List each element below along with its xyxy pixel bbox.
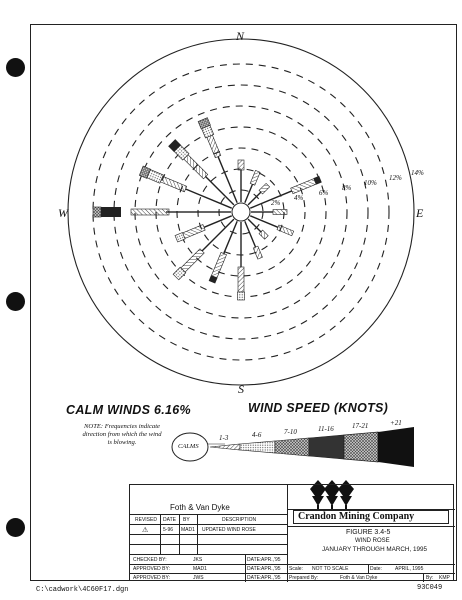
center-circle: [232, 203, 250, 221]
date-1: APR.,'95: [261, 557, 281, 563]
calms-label: CALMS: [178, 443, 199, 450]
figure-title: WIND ROSE: [355, 538, 390, 544]
ring-label-8: 8%: [342, 184, 352, 192]
ring-label-10: 10%: [364, 179, 377, 187]
by-value: KMP: [439, 575, 450, 581]
prepared-by-label: Prepared By:: [289, 575, 319, 581]
checked-by: JKS: [193, 557, 203, 563]
revision-date: 5-96: [163, 527, 174, 533]
figure-subtitle: JANUARY THROUGH MARCH, 1995: [322, 546, 427, 553]
by-label: By:: [426, 575, 434, 581]
date-label-1: DATE:: [247, 557, 262, 563]
approved-by-label-2: APPROVED BY:: [133, 575, 170, 581]
file-path: C:\cadwork\4C60F17.dgn: [36, 586, 129, 594]
approved-by-label-1: APPROVED BY:: [133, 566, 170, 572]
speed-label-4-6: 4-6: [252, 431, 262, 439]
compass-east: E: [416, 206, 424, 220]
speed-label-17-21: 17-21: [352, 422, 369, 430]
drawing-number: 93C049: [417, 584, 443, 592]
ring-label-6: 6%: [319, 189, 329, 197]
ring-label-14: 14%: [411, 169, 424, 177]
petal-N: [238, 160, 244, 202]
petal-NE: [246, 183, 269, 206]
speed-label-7-10: 7-10: [284, 428, 297, 436]
revision-by: MAD1: [181, 527, 195, 533]
ring-label-12: 12%: [389, 174, 402, 182]
col-date: DATE: [163, 517, 176, 523]
petal-NNE: [243, 170, 261, 203]
compass-west: W: [58, 206, 68, 220]
compass-south: S: [238, 382, 244, 396]
class-7-10: [275, 438, 309, 456]
compass-north: N: [236, 29, 245, 43]
scale-label: Scale:: [289, 566, 303, 572]
petal-ESE: [249, 214, 293, 236]
speed-label-1-3: 1-3: [219, 434, 229, 442]
date-3: APR.,'95: [261, 575, 281, 581]
title-block: [129, 484, 454, 581]
scale-value: NOT TO SCALE: [312, 566, 349, 572]
speed-label-21-plus: +21: [390, 419, 402, 427]
approved-by-2: JWS: [193, 575, 204, 581]
petal-SE: [246, 217, 268, 239]
petal-WSW: [175, 213, 233, 242]
date-label-3: DATE:: [247, 575, 262, 581]
company-name: Crandon Mining Company: [298, 511, 415, 522]
petal-W: [93, 207, 231, 217]
approved-by-1: MAD1: [193, 566, 207, 572]
petal-SW: [173, 216, 237, 280]
speed-label-11-16: 11-16: [318, 425, 334, 433]
class-21-plus: [378, 427, 414, 467]
revision-description: UPDATED WIND ROSE: [202, 527, 256, 533]
class-11-16: [309, 435, 344, 459]
prepared-by: Foth & Van Dyke: [340, 575, 378, 581]
class-1-3: [210, 444, 240, 450]
revision-triangle-icon: ⚠: [142, 527, 149, 534]
ring-label-4: 4%: [294, 194, 304, 202]
date-value: APRIL, 1995: [395, 566, 424, 572]
figure-number: FIGURE 3.4-5: [346, 529, 391, 536]
date-label-2: DATE:: [247, 566, 262, 572]
petal-WNW: [139, 166, 233, 213]
class-17-21: [344, 432, 378, 462]
wind-speed-title: WIND SPEED (KNOTS): [248, 401, 389, 415]
date-2: APR.,'95: [261, 566, 281, 572]
ring-label-2: 2%: [271, 199, 281, 207]
col-description: DESCRIPTION: [222, 517, 257, 523]
petal-E: [251, 210, 287, 215]
firm-name: Foth & Van Dyke: [170, 503, 230, 512]
direction-note: NOTE: Frequencies indicate direction from which the wind is blowing.: [82, 423, 162, 447]
calm-winds-label: CALM WINDS 6.16%: [66, 403, 191, 417]
class-4-6: [240, 441, 275, 453]
date-label: Date:: [370, 566, 382, 572]
col-revised: REVISED: [135, 517, 157, 523]
col-by: BY: [183, 517, 190, 523]
checked-by-label: CHECKED BY:: [133, 557, 167, 563]
